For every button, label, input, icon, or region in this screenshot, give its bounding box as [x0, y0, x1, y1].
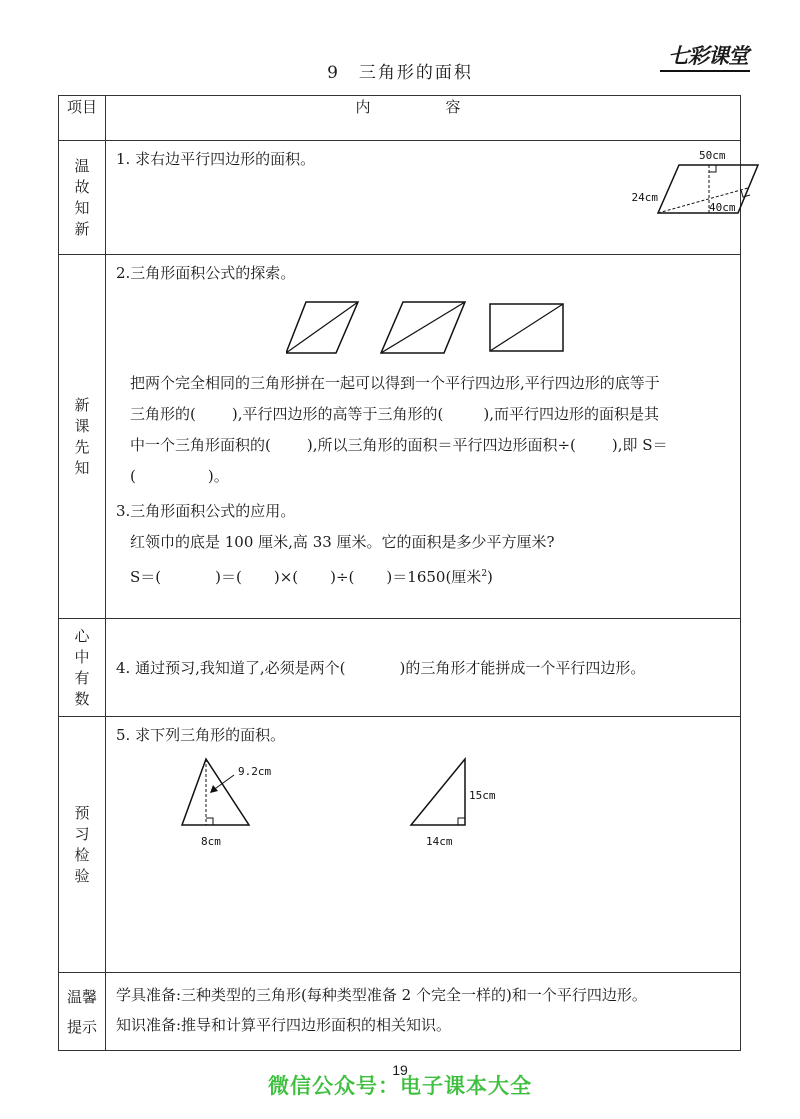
- tips-cell: [106, 973, 741, 1051]
- parallelogram-shape: [658, 165, 758, 213]
- question-3-text: 红领巾的底是 100 厘米,高 33 厘米。它的面积是多少平方厘米?: [130, 533, 555, 551]
- label-9-2cm: 9.2cm: [238, 765, 272, 778]
- tips-line-1: 学具准备:三种类型的三角形(每种类型准备 2 个完全一样的)和一个平行四边形。: [116, 986, 647, 1004]
- label-preview: 预习检验: [74, 803, 90, 885]
- paragraph-line-4: ( )。: [130, 467, 229, 485]
- mind-cell: [106, 619, 741, 717]
- tips-line-2: 知识准备:推导和计算平行四边形面积的相关知识。: [116, 1016, 452, 1034]
- label-newlesson: 新课先知: [74, 395, 90, 477]
- watermark: 微信公众号：电子课本大全: [268, 1074, 532, 1098]
- brand-logo: 七彩课堂: [668, 44, 748, 68]
- right-angle-mark-3: [206, 818, 213, 825]
- page-number: 19: [392, 1062, 408, 1078]
- paragraph-line-3: 中一个三角形面积的( ),所以三角形的面积＝平行四边形面积÷( ),即 S＝: [130, 436, 668, 454]
- question-1: 1. 求右边平行四边形的面积。: [116, 150, 316, 168]
- area-formula: S＝( )＝( )×( )÷( )＝1650(厘米$^2$): [130, 568, 493, 586]
- triangle-1-figure: [176, 753, 316, 849]
- triangle-2: [411, 759, 465, 825]
- triangle-exploration-figure: [286, 295, 606, 365]
- header-content: 内 容: [106, 96, 741, 141]
- question-4: 4. 通过预习,我知道了,必须是两个( )的三角形才能拼成一个平行四边形。: [116, 659, 646, 677]
- paragraph-line-2: 三角形的( ),平行四边形的高等于三角形的( ),而平行四边形的面积是其: [130, 405, 659, 423]
- label-24cm: 24cm: [631, 191, 658, 204]
- label-tips-2: 提示: [66, 1017, 97, 1036]
- label-mind: 心中有数: [74, 626, 90, 708]
- label-40cm: 40cm: [709, 201, 736, 214]
- paragraph-line-1: 把两个完全相同的三角形拼在一起可以得到一个平行四边形,平行四边形的底等于: [130, 374, 660, 392]
- right-angle-mark-4: [458, 818, 465, 825]
- header-item: 项目: [59, 96, 106, 141]
- preview-cell: [106, 717, 741, 973]
- question-3: 3.三角形面积公式的应用。: [116, 502, 296, 520]
- lesson-table: [58, 95, 741, 1051]
- label-8cm: 8cm: [201, 835, 221, 848]
- brand-underline: [660, 70, 750, 72]
- label-tips-1: 温馨: [66, 987, 97, 1006]
- parallelogram-figure: [606, 145, 786, 255]
- diagonal-3: [490, 304, 563, 351]
- review-cell: [106, 141, 741, 255]
- right-angle-mark: [709, 165, 716, 172]
- label-14cm: 14cm: [426, 835, 453, 848]
- label-50cm: 50cm: [699, 149, 726, 162]
- diagonal-2: [381, 302, 465, 353]
- label-15cm: 15cm: [469, 789, 496, 802]
- label-review: 温故知新: [74, 156, 90, 238]
- arrow-head: [210, 785, 218, 793]
- question-2: 2.三角形面积公式的探索。: [116, 264, 296, 282]
- newlesson-cell: [106, 255, 741, 619]
- triangle-2-figure: [406, 753, 526, 849]
- page-title: 9 三角形的面积: [327, 63, 473, 83]
- question-5: 5. 求下列三角形的面积。: [116, 726, 286, 744]
